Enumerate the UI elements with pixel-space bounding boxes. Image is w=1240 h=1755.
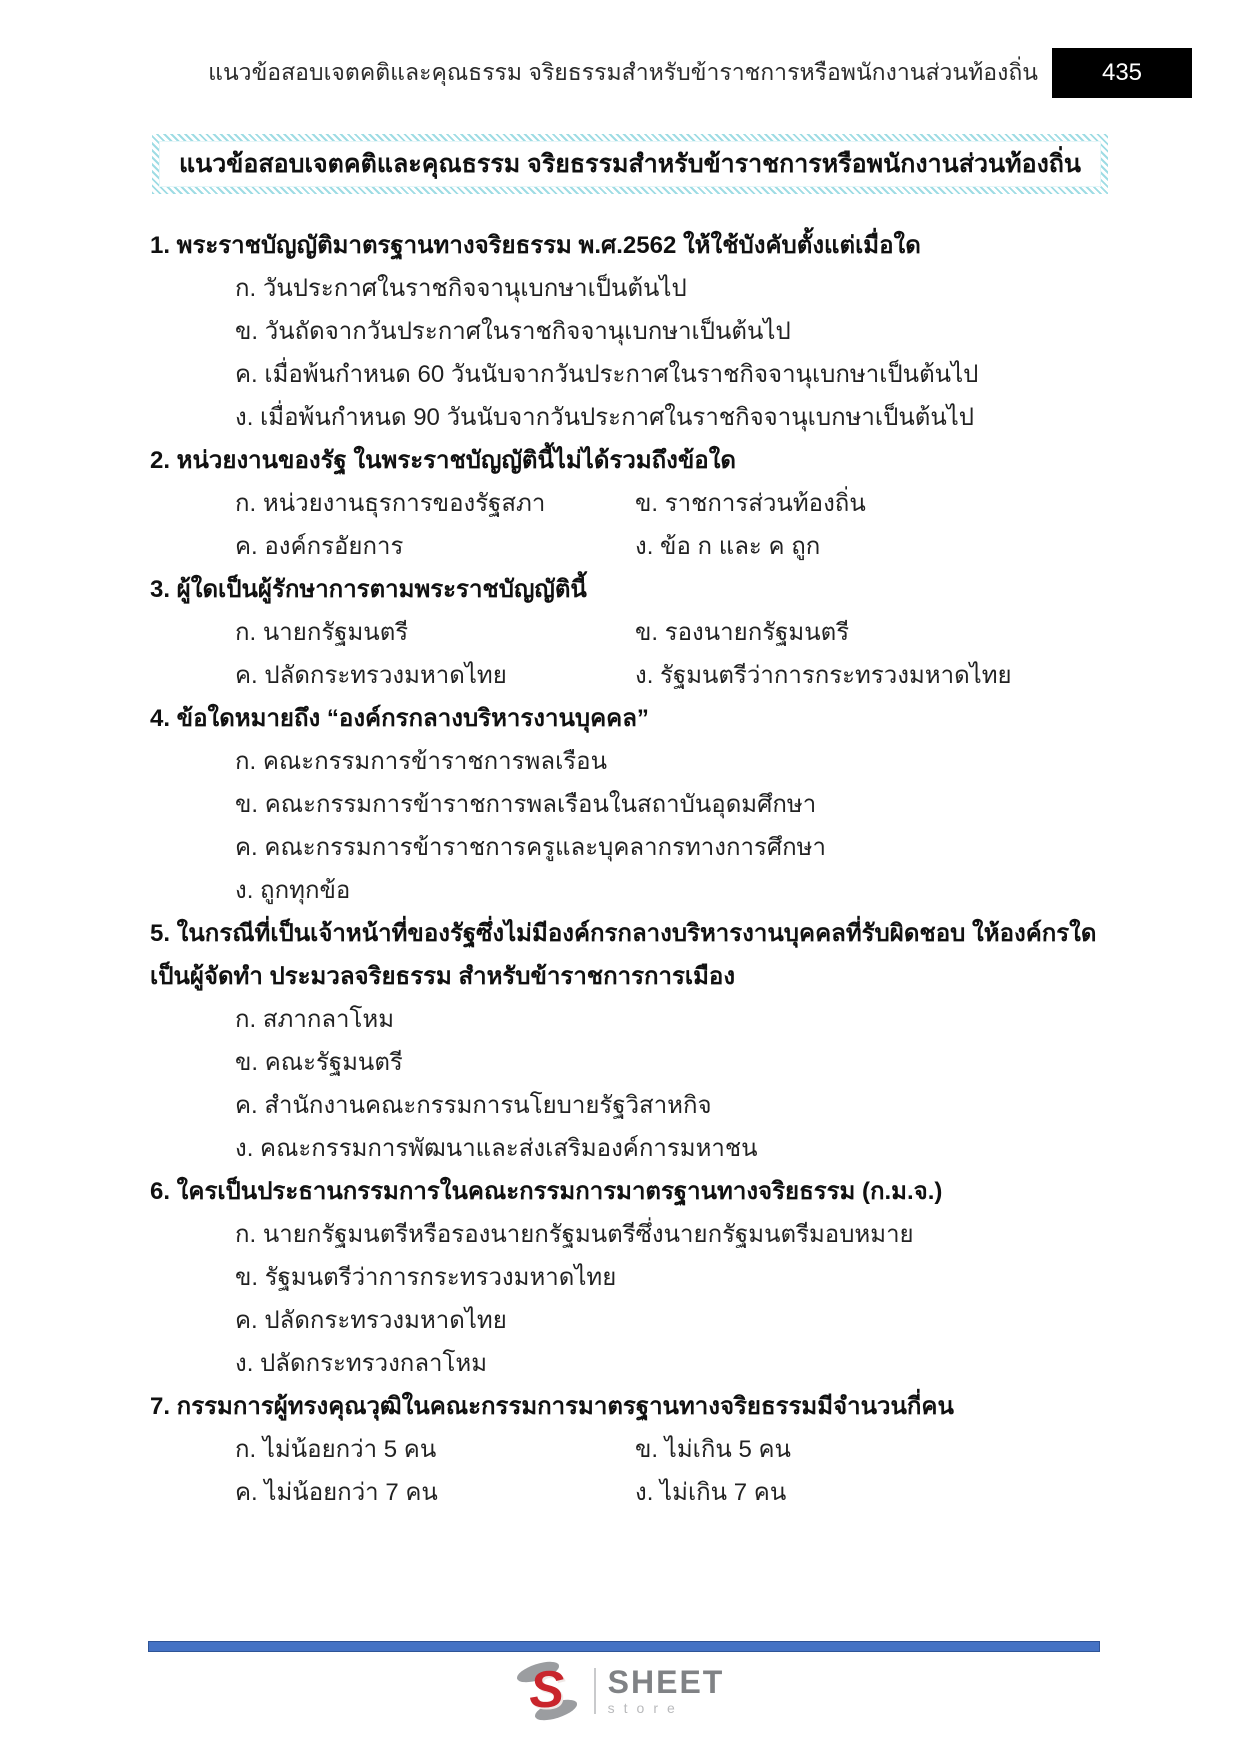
answer-option: ง. ไม่เกิน 7 คน <box>635 1479 787 1506</box>
answer-option: ง. ปลัดกระทรวงกลาโหม <box>235 1350 488 1377</box>
footer-logo <box>0 1662 1240 1720</box>
answer-option: ค. สำนักงานคณะกรรมการนโยบายรัฐวิสาหกิจ <box>235 1092 712 1119</box>
question-heading: 6. ใครเป็นประธานกรรมการในคณะกรรมการมาตรฐานทางจริยธรรม (ก.ม.จ.) <box>150 1178 943 1205</box>
logo-s-letter: S <box>529 1660 564 1719</box>
answer-option: ข. คณะกรรมการข้าราชการพลเรือนในสถาบันอุดมศึกษา <box>235 791 817 818</box>
answer-option: ค. เมื่อพ้นกำหนด 60 วันนับจากวันประกาศในราชกิจจานุเบกษาเป็นต้นไป <box>235 361 979 388</box>
question-block <box>150 697 1110 912</box>
logo-text-column <box>608 1666 725 1716</box>
answer-option: ข. รัฐมนตรีว่าการกระทรวงมหาดไทย <box>235 1264 617 1291</box>
answer-option: ก. นายกรัฐมนตรี <box>235 619 409 646</box>
question-block <box>150 1385 1110 1514</box>
title-box <box>152 134 1108 194</box>
question-block <box>150 912 1110 1170</box>
options-group <box>235 1428 1110 1514</box>
answer-option: ง. เมื่อพ้นกำหนด 90 วันนับจากวันประกาศในราชกิจจานุเบกษาเป็นต้นไป <box>235 404 975 431</box>
answer-option: ง. รัฐมนตรีว่าการกระทรวงมหาดไทย <box>635 662 1012 689</box>
page-number: 435 <box>1101 59 1143 86</box>
answer-option: ค. คณะกรรมการข้าราชการครูและบุคลากรทางการศึกษา <box>235 834 826 861</box>
question-heading: 1. พระราชบัญญัติมาตรฐานทางจริยธรรม พ.ศ.2562 ให้ใช้บังคับตั้งแต่เมื่อใด <box>150 232 921 259</box>
answer-option: ง. คณะกรรมการพัฒนาและส่งเสริมองค์การมหาชน <box>235 1135 758 1162</box>
options-group <box>235 740 1110 912</box>
title-box-inner <box>159 141 1101 187</box>
answer-option: ข. ไม่เกิน 5 คน <box>635 1436 791 1463</box>
question-heading: 3. ผู้ใดเป็นผู้รักษาการตามพระราชบัญญัตินี้ <box>150 576 587 603</box>
answer-option: ค. ปลัดกระทรวงมหาดไทย <box>235 1307 507 1334</box>
answer-option: ข. รองนายกรัฐมนตรี <box>635 619 850 646</box>
answer-option: ข. วันถัดจากวันประกาศในราชกิจจานุเบกษาเป็นต้นไป <box>235 318 791 345</box>
question-block <box>150 224 1110 439</box>
question-heading: 7. กรรมการผู้ทรงคุณวุฒิในคณะกรรมการมาตรฐานทางจริยธรรมมีจำนวนกี่คน <box>150 1393 954 1420</box>
answer-option: ค. องค์กรอัยการ <box>235 533 404 560</box>
page-number-box <box>1052 48 1192 98</box>
question-heading: 4. ข้อใดหมายถึง “องค์กรกลางบริหารงานบุคคล” <box>150 705 649 732</box>
answer-option: ข. คณะรัฐมนตรี <box>235 1049 403 1076</box>
answer-option: ก. สภากลาโหม <box>235 1006 395 1033</box>
question-heading: 2. หน่วยงานของรัฐ ในพระราชบัญญัตินี้ไม่ได้รวมถึงข้อใด <box>150 447 737 474</box>
answer-option: ง. ถูกทุกข้อ <box>235 877 351 904</box>
question-heading: 5. ในกรณีที่เป็นเจ้าหน้าที่ของรัฐซึ่งไม่มีองค์กรกลางบริหารงานบุคคลที่รับผิดชอบ ให้องค์กรใดเป็นผู้จัดทำ ประมวลจริยธรรม สำหรับข้าราชการการเมือง <box>150 920 1097 990</box>
answer-option: ก. วันประกาศในราชกิจจานุเบกษาเป็นต้นไป <box>235 275 687 302</box>
answer-option: ก. คณะกรรมการข้าราชการพลเรือน <box>235 748 607 775</box>
sheet-store-logo-icon <box>516 1662 578 1720</box>
answer-option: ง. ข้อ ก และ ค ถูก <box>635 533 821 560</box>
answer-option: ก. หน่วยงานธุรการของรัฐสภา <box>235 490 546 517</box>
options-group <box>235 611 1110 697</box>
question-block <box>150 1170 1110 1385</box>
question-block <box>150 439 1110 568</box>
page-header <box>0 48 1240 98</box>
options-group <box>235 267 1110 439</box>
document-title: แนวข้อสอบเจตคติและคุณธรรม จริยธรรมสำหรับข้าราชการหรือพนักงานส่วนท้องถิ่น <box>178 150 1082 178</box>
options-group <box>235 1213 1110 1385</box>
header-title: แนวข้อสอบเจตคติและคุณธรรม จริยธรรมสำหรับข้าราชการหรือพนักงานส่วนท้องถิ่น <box>208 59 1038 85</box>
logo-divider <box>594 1668 596 1714</box>
answer-option: ข. ราชการส่วนท้องถิ่น <box>635 490 866 517</box>
logo-text-sheet: SHEET <box>607 1664 725 1700</box>
footer-divider-line <box>148 1641 1100 1652</box>
answer-option: ค. ปลัดกระทรวงมหาดไทย <box>235 662 507 689</box>
logo-text-store: store <box>607 1700 684 1716</box>
question-block <box>150 568 1110 697</box>
answer-option: ค. ไม่น้อยกว่า 7 คน <box>235 1479 438 1506</box>
options-group <box>235 998 1110 1170</box>
questions-list <box>150 224 1110 1514</box>
options-group <box>235 482 1110 568</box>
answer-option: ก. ไม่น้อยกว่า 5 คน <box>235 1436 437 1463</box>
answer-option: ก. นายกรัฐมนตรีหรือรองนายกรัฐมนตรีซึ่งนายกรัฐมนตรีมอบหมาย <box>235 1221 914 1248</box>
